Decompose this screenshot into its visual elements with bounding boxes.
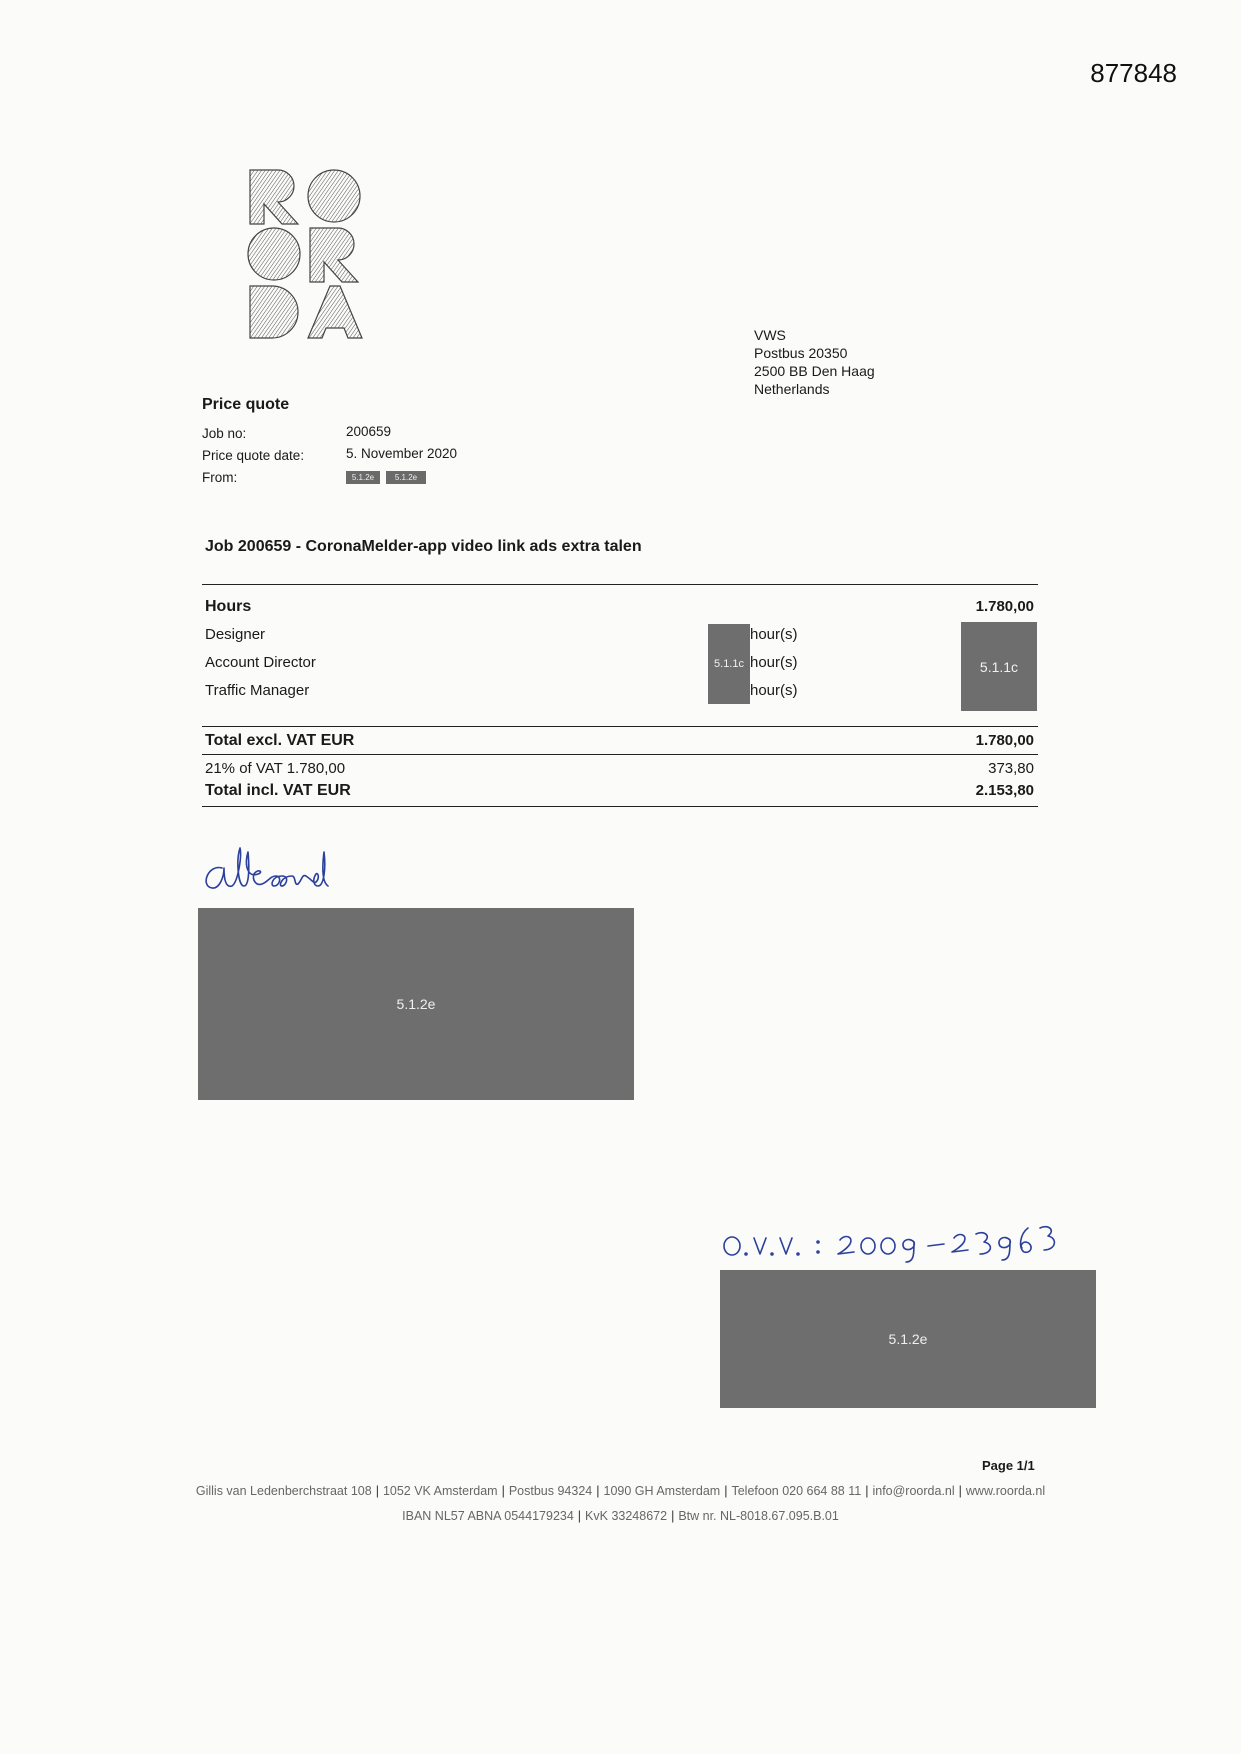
job-no-label: Job no: — [202, 426, 247, 441]
roorda-logo — [246, 166, 366, 340]
handwritten-approval — [198, 846, 348, 903]
footer-contact-line: Gillis van Ledenberchstraat 108 | 1052 VK Amsterdam | Postbus 94324 | 1090 GH Amsterdam | Telefoon 020 664 88 11 | info@roorda.nl | www.roorda.nl — [195, 1484, 1046, 1498]
hours-heading: Hours — [205, 598, 252, 615]
vat-label: 21% of VAT 1.780,00 — [205, 760, 346, 777]
hours-qty-redaction: 5.1.1c — [708, 624, 750, 704]
footer-btw: Btw nr. NL-8018.67.095.B.01 — [678, 1509, 839, 1523]
recipient-address — [754, 326, 875, 398]
total-excl-value: 1.780,00 — [975, 732, 1034, 749]
handwritten-reference — [722, 1214, 1062, 1269]
vat-value: 373,80 — [988, 760, 1034, 777]
total-incl-label: Total incl. VAT EUR — [205, 782, 351, 799]
row-account-director-unit: hour(s) — [750, 654, 798, 671]
footer-postcode: 1052 VK Amsterdam — [382, 1484, 498, 1498]
from-redaction-2: 5.1.2e — [386, 471, 426, 484]
recipient-line-2: Postbus 20350 — [754, 345, 848, 361]
signature-redaction: 5.1.2e — [198, 908, 634, 1100]
job-no-value: 200659 — [346, 424, 392, 439]
from-label: From: — [202, 470, 238, 485]
footer-bank-line: IBAN NL57 ABNA 0544179234 | KvK 33248672 | Btw nr. NL-8018.67.095.B.01 — [402, 1509, 839, 1523]
handwritten-reference-graphic — [722, 1214, 1062, 1264]
total-excl-label: Total excl. VAT EUR — [205, 732, 355, 749]
row-designer-unit: hour(s) — [750, 626, 798, 643]
from-redaction-1: 5.1.2e — [346, 471, 380, 484]
total-incl-value: 2.153,80 — [975, 782, 1034, 799]
vat-rule — [202, 754, 1038, 755]
recipient-line-4: Netherlands — [754, 381, 830, 397]
footer-postbus: Postbus 94324 — [508, 1484, 593, 1498]
quote-date-label: Price quote date: — [202, 448, 305, 463]
row-designer-role: Designer — [205, 626, 266, 643]
row-account-director-role: Account Director — [205, 654, 316, 671]
table-top-rule — [202, 584, 1038, 585]
footer-iban: IBAN NL57 ABNA 0544179234 — [402, 1509, 574, 1523]
page-number: Page 1/1 — [982, 1458, 1035, 1473]
row-traffic-manager-unit: hour(s) — [750, 682, 798, 699]
document-number: 877848 — [1090, 58, 1177, 88]
footer-phone: Telefoon 020 664 88 11 — [731, 1484, 862, 1498]
reference-signature-redaction: 5.1.2e — [720, 1270, 1096, 1408]
hours-total: 1.780,00 — [975, 598, 1034, 615]
footer-postbus-code: 1090 GH Amsterdam — [603, 1484, 721, 1498]
footer-kvk: KvK 33248672 — [585, 1509, 668, 1523]
roorda-logo-graphic — [246, 166, 366, 340]
subtotal-rule — [202, 726, 1038, 727]
footer-address: Gillis van Ledenberchstraat 108 — [195, 1484, 372, 1498]
footer-web: www.roorda.nl — [965, 1484, 1046, 1498]
table-bottom-rule — [202, 806, 1038, 807]
price-quote-title: Price quote — [202, 396, 290, 413]
footer-email: info@roorda.nl — [872, 1484, 955, 1498]
hours-amount-redaction: 5.1.1c — [961, 622, 1037, 711]
handwritten-approval-graphic — [198, 846, 348, 898]
quote-date-value: 5. November 2020 — [346, 446, 458, 461]
row-traffic-manager-role: Traffic Manager — [205, 682, 310, 699]
job-title: Job 200659 - CoronaMelder-app video link ads extra talen — [205, 538, 642, 555]
recipient-line-3: 2500 BB Den Haag — [754, 363, 875, 379]
recipient-name: VWS — [754, 327, 786, 343]
